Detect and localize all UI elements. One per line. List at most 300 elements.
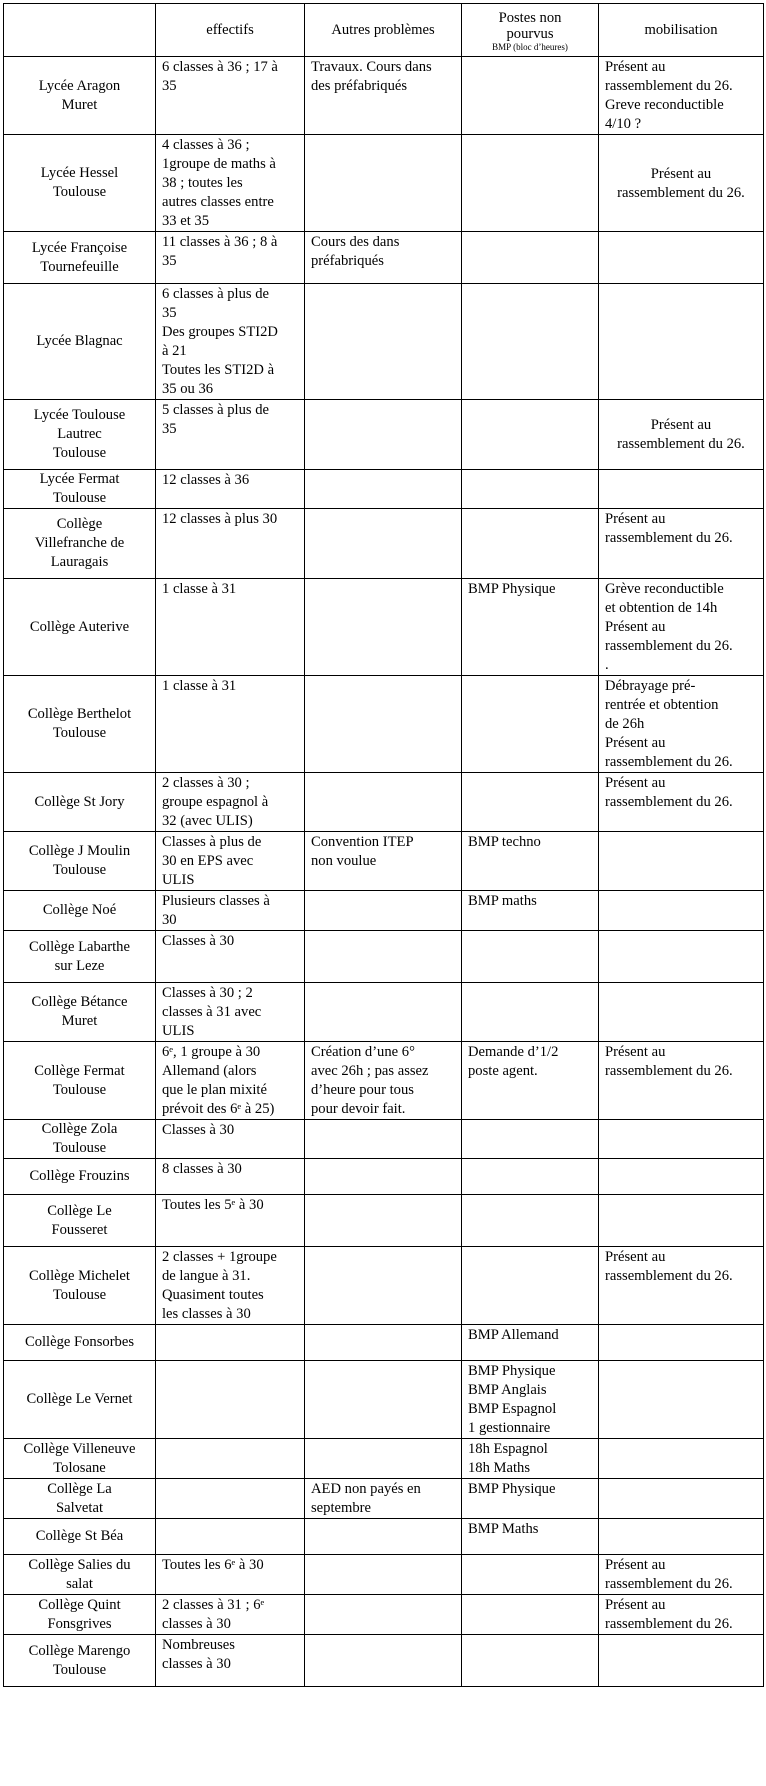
cell-postes xyxy=(462,891,599,931)
cell-postes-line: BMP maths xyxy=(468,893,537,909)
cell-etablissement xyxy=(4,1635,156,1687)
cell-etablissement-line: Toulouse xyxy=(52,1081,107,1098)
table-row xyxy=(4,1195,764,1247)
cell-postes xyxy=(462,1247,599,1325)
cell-postes-line: BMP techno xyxy=(468,834,541,850)
cell-etablissement-line: Toulouse xyxy=(52,725,107,741)
cell-mobilisation-line: de 26h xyxy=(605,716,645,732)
cell-mobilisation xyxy=(599,57,764,135)
cell-etablissement-line: Collège Le Vernet xyxy=(26,1391,133,1407)
cell-etablissement-line: Villefranche de xyxy=(34,535,125,551)
cell-mobilisation xyxy=(599,284,764,400)
cell-mobilisation xyxy=(599,135,764,232)
cell-etablissement xyxy=(4,1439,156,1479)
cell-effectifs-line: 35 xyxy=(162,78,177,94)
cell-effectifs xyxy=(156,983,305,1042)
cell-postes xyxy=(462,1555,599,1595)
cell-effectifs xyxy=(156,509,305,579)
cell-mobilisation-line: rassemblement du 26. xyxy=(605,638,733,654)
cell-effectifs-line: 12 classes à plus 30 xyxy=(162,511,278,527)
cell-etablissement xyxy=(4,1159,156,1195)
cell-postes xyxy=(462,931,599,983)
cell-effectifs xyxy=(156,1120,305,1159)
cell-etablissement-line: Collège Fonsorbes xyxy=(24,1334,135,1350)
table-row xyxy=(4,579,764,676)
cell-mobilisation xyxy=(599,1195,764,1247)
table-row xyxy=(4,676,764,773)
cell-effectifs xyxy=(156,1195,305,1247)
cell-etablissement-line: Collège Le xyxy=(47,1202,112,1219)
cell-etablissement-line: Collège Auterive xyxy=(29,618,130,635)
cell-mobilisation xyxy=(599,400,764,470)
cell-effectifs-line: 38 ; toutes les xyxy=(162,175,243,191)
cell-mobilisation-line: Présent au xyxy=(650,417,712,433)
cell-mobilisation xyxy=(599,1361,764,1439)
cell-mobilisation xyxy=(599,1635,764,1687)
cell-etablissement-line: Lautrec xyxy=(57,426,102,442)
cell-mobilisation-line: rassemblement du 26. xyxy=(605,1616,733,1632)
table-row xyxy=(4,832,764,891)
cell-postes xyxy=(462,773,599,832)
cell-etablissement-line: Collège Quint xyxy=(38,1596,121,1613)
cell-effectifs-line: 35 xyxy=(162,253,177,269)
cell-mobilisation-line: Présent au xyxy=(605,619,666,635)
cell-autres-problemes xyxy=(305,773,462,832)
cell-autres-problemes xyxy=(305,891,462,931)
cell-autres-problemes xyxy=(305,1361,462,1439)
table-row xyxy=(4,400,764,470)
cell-etablissement-line: Fousseret xyxy=(51,1221,108,1238)
cell-effectifs xyxy=(156,57,305,135)
cell-etablissement xyxy=(4,509,156,579)
cell-effectifs-line: 6 classes à plus de xyxy=(162,286,269,302)
cell-etablissement-line: Collège Labarthe xyxy=(29,938,130,955)
cell-mobilisation-line: Grève reconductible xyxy=(605,581,724,597)
cell-postes-line: 18h Espagnol xyxy=(468,1441,548,1457)
cell-mobilisation xyxy=(599,931,764,983)
table-row xyxy=(4,983,764,1042)
cell-autres-problemes-line: préfabriqués xyxy=(311,253,384,269)
header-effectifs: effectifs xyxy=(156,4,305,57)
cell-mobilisation-line: rassemblement du 26. xyxy=(605,1576,733,1592)
cell-etablissement-line: Collège Salies du xyxy=(28,1556,131,1573)
header-postes-non-pourvus xyxy=(462,4,599,57)
cell-autres-problemes xyxy=(305,1555,462,1595)
cell-autres-problemes xyxy=(305,832,462,891)
table-row xyxy=(4,1635,764,1687)
table-row xyxy=(4,1479,764,1519)
cell-etablissement-line: Collège La xyxy=(47,1480,112,1497)
cell-postes-line: poste agent. xyxy=(468,1063,538,1079)
cell-etablissement-line: Lycée Hessel xyxy=(40,165,119,181)
cell-effectifs-line: Plusieurs classes à xyxy=(162,893,270,909)
cell-effectifs xyxy=(156,1325,305,1361)
cell-effectifs-line: 1 classe à 31 xyxy=(162,581,237,597)
cell-effectifs-line: à 21 xyxy=(162,343,187,359)
table-row xyxy=(4,773,764,832)
cell-autres-problemes xyxy=(305,579,462,676)
cell-etablissement-line: Lycée Blagnac xyxy=(36,333,123,349)
cell-etablissement-line: Toulouse xyxy=(52,445,107,461)
cell-mobilisation xyxy=(599,1479,764,1519)
cell-effectifs xyxy=(156,891,305,931)
cell-etablissement-line: Lycée Françoise xyxy=(31,239,128,256)
cell-mobilisation xyxy=(599,1325,764,1361)
table-row xyxy=(4,284,764,400)
cell-autres-problemes-line: Travaux. Cours dans xyxy=(311,59,432,75)
cell-effectifs-line: 2 classes à 30 ; xyxy=(162,775,250,791)
cell-effectifs xyxy=(156,1519,305,1555)
cell-postes xyxy=(462,1479,599,1519)
cell-effectifs-line: les classes à 30 xyxy=(162,1306,251,1322)
cell-autres-problemes-line: pour devoir fait. xyxy=(311,1101,406,1117)
cell-autres-problemes xyxy=(305,1325,462,1361)
cell-etablissement xyxy=(4,232,156,284)
cell-mobilisation-line: rassemblement du 26. xyxy=(605,754,733,770)
table-row xyxy=(4,509,764,579)
cell-effectifs-line: que le plan mixité xyxy=(162,1082,267,1098)
cell-effectifs xyxy=(156,284,305,400)
cell-postes xyxy=(462,1361,599,1439)
header-mobilisation: mobilisation xyxy=(599,4,764,57)
cell-mobilisation xyxy=(599,1120,764,1159)
cell-effectifs xyxy=(156,1042,305,1120)
cell-etablissement-line: Toulouse xyxy=(52,1661,107,1678)
cell-postes xyxy=(462,57,599,135)
cell-postes-line: 18h Maths xyxy=(468,1460,531,1476)
cell-etablissement xyxy=(4,135,156,232)
table-row xyxy=(4,57,764,135)
cell-mobilisation xyxy=(599,1159,764,1195)
cell-effectifs-line: groupe espagnol à xyxy=(162,794,269,810)
cell-mobilisation xyxy=(599,832,764,891)
cell-effectifs xyxy=(156,773,305,832)
cell-mobilisation xyxy=(599,676,764,773)
cell-etablissement-line: Collège Frouzins xyxy=(29,1168,130,1184)
cell-autres-problemes xyxy=(305,57,462,135)
cell-effectifs-line: Des groupes STI2D xyxy=(162,324,278,340)
cell-effectifs-line: 35 xyxy=(162,305,177,321)
cell-etablissement xyxy=(4,931,156,983)
cell-effectifs-line: 33 et 35 xyxy=(162,213,210,229)
cell-etablissement xyxy=(4,1361,156,1439)
cell-effectifs xyxy=(156,1595,305,1635)
cell-postes xyxy=(462,232,599,284)
cell-mobilisation-line: . xyxy=(605,657,609,673)
cell-etablissement xyxy=(4,57,156,135)
cell-etablissement-line: Collège Michelet xyxy=(29,1267,130,1284)
cell-mobilisation xyxy=(599,579,764,676)
cell-effectifs xyxy=(156,1439,305,1479)
cell-etablissement-line: Salvetat xyxy=(55,1499,103,1516)
cell-mobilisation-line: rassemblement du 26. xyxy=(617,184,745,201)
cell-autres-problemes-line: d’heure pour tous xyxy=(311,1082,414,1098)
cell-effectifs-line: classes à 31 avec xyxy=(162,1004,262,1020)
cell-autres-problemes-line: avec 26h ; pas assez xyxy=(311,1063,429,1079)
cell-postes xyxy=(462,1195,599,1247)
cell-etablissement-line: Collège St Jory xyxy=(34,793,125,810)
cell-postes xyxy=(462,1595,599,1635)
cell-effectifs xyxy=(156,676,305,773)
cell-mobilisation xyxy=(599,891,764,931)
cell-mobilisation xyxy=(599,232,764,284)
cell-mobilisation xyxy=(599,983,764,1042)
cell-effectifs xyxy=(156,1159,305,1195)
cell-postes-line: BMP Allemand xyxy=(468,1327,559,1343)
cell-postes xyxy=(462,284,599,400)
cell-etablissement-line: Toulouse xyxy=(52,1140,107,1156)
cell-effectifs-line: 35 ou 36 xyxy=(162,381,214,397)
cell-effectifs xyxy=(156,1635,305,1687)
cell-mobilisation-line: Débrayage pré- xyxy=(605,678,696,694)
cell-autres-problemes-line: AED non payés en xyxy=(311,1481,421,1497)
table-row xyxy=(4,1595,764,1635)
cell-etablissement-line: Collège Bétance xyxy=(31,994,128,1010)
cell-mobilisation xyxy=(599,1042,764,1120)
cell-etablissement xyxy=(4,1479,156,1519)
cell-effectifs-line: 2 classes à 31 ; 6ᵉ xyxy=(162,1597,265,1613)
cell-etablissement xyxy=(4,284,156,400)
cell-effectifs-line: 2 classes + 1groupe xyxy=(162,1249,277,1265)
cell-effectifs-line: Quasiment toutes xyxy=(162,1287,264,1303)
cell-autres-problemes xyxy=(305,135,462,232)
cell-mobilisation xyxy=(599,470,764,509)
cell-etablissement-line: Collège Fermat xyxy=(34,1062,125,1079)
cell-mobilisation-line: Présent au xyxy=(605,1597,666,1613)
mobilisation-table xyxy=(3,3,764,1687)
cell-autres-problemes xyxy=(305,1042,462,1120)
cell-postes-line: BMP Physique xyxy=(468,1363,556,1379)
cell-etablissement xyxy=(4,1595,156,1635)
table-row xyxy=(4,1042,764,1120)
cell-etablissement xyxy=(4,1247,156,1325)
cell-autres-problemes-line: Création d’une 6° xyxy=(311,1044,415,1060)
cell-effectifs-line: 6ᵉ, 1 groupe à 30 xyxy=(162,1044,261,1060)
cell-effectifs-line: Toutes les 5ᵉ à 30 xyxy=(162,1197,264,1213)
cell-autres-problemes xyxy=(305,1120,462,1159)
cell-effectifs-line: 35 xyxy=(162,421,177,437)
cell-mobilisation xyxy=(599,1439,764,1479)
cell-effectifs-line: 5 classes à plus de xyxy=(162,402,269,418)
cell-effectifs xyxy=(156,579,305,676)
cell-autres-problemes xyxy=(305,676,462,773)
cell-mobilisation-line: Présent au xyxy=(605,511,666,527)
cell-effectifs-line: Classes à 30 xyxy=(162,933,235,949)
cell-mobilisation-line: Présent au xyxy=(650,165,712,182)
cell-mobilisation xyxy=(599,773,764,832)
cell-autres-problemes xyxy=(305,1635,462,1687)
table-row xyxy=(4,1247,764,1325)
cell-effectifs-line: Classes à 30 ; 2 xyxy=(162,985,253,1001)
table-row xyxy=(4,1120,764,1159)
cell-etablissement xyxy=(4,676,156,773)
cell-postes-line: BMP Anglais xyxy=(468,1382,547,1398)
cell-effectifs-line: Classes à 30 xyxy=(162,1122,235,1138)
cell-postes xyxy=(462,1439,599,1479)
cell-postes-line: BMP Physique xyxy=(468,1481,556,1497)
cell-effectifs xyxy=(156,1555,305,1595)
cell-effectifs-line: 4 classes à 36 ; xyxy=(162,137,250,153)
cell-etablissement-line: Lycée Fermat xyxy=(39,471,120,487)
cell-etablissement xyxy=(4,832,156,891)
cell-etablissement-line: Toulouse xyxy=(52,184,107,200)
cell-autres-problemes xyxy=(305,1195,462,1247)
table-row xyxy=(4,135,764,232)
cell-etablissement-line: Toulouse xyxy=(52,490,107,506)
cell-effectifs-line: 32 (avec ULIS) xyxy=(162,813,253,829)
cell-autres-problemes xyxy=(305,1519,462,1555)
header-postes-sub: BMP (bloc d’heures) xyxy=(492,41,568,52)
cell-etablissement-line: Lycée Aragon xyxy=(38,77,121,94)
header-etablissement xyxy=(4,4,156,57)
cell-etablissement-line: Muret xyxy=(61,96,98,113)
table-row xyxy=(4,1361,764,1439)
cell-effectifs-line: 30 xyxy=(162,912,177,928)
cell-etablissement xyxy=(4,983,156,1042)
cell-postes xyxy=(462,509,599,579)
cell-mobilisation-line: Présent au xyxy=(605,1249,666,1265)
cell-mobilisation xyxy=(599,1247,764,1325)
cell-autres-problemes xyxy=(305,983,462,1042)
cell-postes xyxy=(462,1159,599,1195)
cell-mobilisation-line: et obtention de 14h xyxy=(605,600,718,616)
cell-mobilisation-line: rassemblement du 26. xyxy=(605,78,733,94)
cell-mobilisation-line: Présent au xyxy=(605,735,666,751)
cell-autres-problemes-line: non voulue xyxy=(311,853,377,869)
cell-postes xyxy=(462,470,599,509)
cell-etablissement xyxy=(4,470,156,509)
cell-effectifs xyxy=(156,832,305,891)
cell-etablissement-line: Collège Noé xyxy=(42,902,117,918)
cell-etablissement xyxy=(4,579,156,676)
cell-etablissement xyxy=(4,891,156,931)
cell-effectifs-line: 11 classes à 36 ; 8 à xyxy=(162,234,278,250)
cell-effectifs-line: de langue à 31. xyxy=(162,1268,251,1284)
cell-mobilisation-line: Greve reconductible xyxy=(605,97,724,113)
table-row xyxy=(4,470,764,509)
cell-etablissement-line: Muret xyxy=(61,1013,98,1029)
cell-etablissement-line: Tournefeuille xyxy=(40,258,119,275)
cell-autres-problemes-line: Convention ITEP xyxy=(311,834,414,850)
cell-etablissement-line: Collège Zola xyxy=(41,1121,118,1137)
cell-mobilisation-line: rassemblement du 26. xyxy=(605,1063,733,1079)
cell-postes-line: BMP Physique xyxy=(468,581,556,597)
cell-postes xyxy=(462,135,599,232)
cell-mobilisation xyxy=(599,1519,764,1555)
cell-effectifs xyxy=(156,1247,305,1325)
cell-etablissement-line: Lycée Toulouse xyxy=(33,407,126,423)
cell-etablissement xyxy=(4,1555,156,1595)
cell-postes-line: Demande d’1/2 xyxy=(468,1044,559,1060)
cell-etablissement-line: Tolosane xyxy=(53,1459,106,1476)
cell-effectifs-line: classes à 30 xyxy=(162,1616,231,1632)
cell-autres-problemes-line: Cours des dans xyxy=(311,234,400,250)
cell-autres-problemes-line: septembre xyxy=(311,1500,371,1516)
cell-mobilisation-line: rassemblement du 26. xyxy=(605,794,733,810)
cell-autres-problemes-line: des préfabriqués xyxy=(311,78,408,94)
cell-mobilisation-line: rassemblement du 26. xyxy=(605,530,733,546)
cell-autres-problemes xyxy=(305,1159,462,1195)
cell-etablissement-line: Toulouse xyxy=(52,1286,107,1303)
cell-effectifs-line: Toutes les 6ᵉ à 30 xyxy=(162,1557,264,1573)
cell-effectifs xyxy=(156,135,305,232)
cell-mobilisation-line: rassemblement du 26. xyxy=(605,1268,733,1284)
header-row xyxy=(4,4,764,57)
cell-etablissement-line: Collège Villeneuve xyxy=(23,1440,136,1457)
table-row xyxy=(4,1325,764,1361)
cell-effectifs-line: 12 classes à 36 xyxy=(162,472,250,488)
cell-etablissement xyxy=(4,400,156,470)
cell-postes xyxy=(462,1519,599,1555)
cell-postes xyxy=(462,983,599,1042)
cell-etablissement-line: sur Leze xyxy=(54,957,105,974)
cell-mobilisation-line: Présent au xyxy=(605,1044,666,1060)
header-postes-line: pourvus xyxy=(506,25,554,42)
cell-postes xyxy=(462,676,599,773)
cell-mobilisation-line: rentrée et obtention xyxy=(605,697,719,713)
cell-postes xyxy=(462,1120,599,1159)
cell-autres-problemes xyxy=(305,232,462,284)
cell-effectifs xyxy=(156,232,305,284)
cell-effectifs-line: 8 classes à 30 xyxy=(162,1161,242,1177)
cell-effectifs xyxy=(156,931,305,983)
cell-mobilisation-line: rassemblement du 26. xyxy=(617,436,745,452)
cell-autres-problemes xyxy=(305,1595,462,1635)
cell-postes xyxy=(462,1635,599,1687)
table-row xyxy=(4,1555,764,1595)
cell-etablissement-line: Lauragais xyxy=(50,554,109,570)
cell-etablissement xyxy=(4,1519,156,1555)
cell-effectifs xyxy=(156,1479,305,1519)
cell-effectifs-line: 1 classe à 31 xyxy=(162,678,237,694)
cell-effectifs-line: prévoit des 6ᵉ à 25) xyxy=(162,1101,275,1117)
cell-etablissement-line: Toulouse xyxy=(52,862,107,878)
cell-etablissement-line: Collège xyxy=(56,516,103,532)
cell-etablissement-line: Collège St Béa xyxy=(35,1528,124,1544)
cell-postes-line: BMP Maths xyxy=(468,1521,539,1537)
table-body xyxy=(4,57,764,1687)
cell-effectifs xyxy=(156,400,305,470)
cell-postes xyxy=(462,1042,599,1120)
cell-effectifs xyxy=(156,1361,305,1439)
cell-postes xyxy=(462,1325,599,1361)
cell-autres-problemes xyxy=(305,400,462,470)
table-row xyxy=(4,931,764,983)
cell-mobilisation-line: 4/10 ? xyxy=(605,116,642,132)
cell-effectifs-line: 1groupe de maths à xyxy=(162,156,276,172)
cell-etablissement xyxy=(4,1195,156,1247)
table-row xyxy=(4,1519,764,1555)
cell-mobilisation-line: Présent au xyxy=(605,775,666,791)
cell-postes xyxy=(462,579,599,676)
cell-autres-problemes xyxy=(305,470,462,509)
cell-mobilisation-line: Présent au xyxy=(605,1557,666,1573)
cell-etablissement xyxy=(4,1120,156,1159)
cell-effectifs-line: ULIS xyxy=(162,1023,195,1039)
cell-etablissement xyxy=(4,773,156,832)
cell-etablissement-line: Fonsgrives xyxy=(47,1615,112,1632)
cell-postes-line: 1 gestionnaire xyxy=(468,1420,551,1436)
cell-etablissement xyxy=(4,1325,156,1361)
cell-mobilisation xyxy=(599,509,764,579)
cell-effectifs-line: 6 classes à 36 ; 17 à xyxy=(162,59,278,75)
cell-etablissement-line: salat xyxy=(66,1575,93,1592)
cell-autres-problemes xyxy=(305,931,462,983)
cell-effectifs xyxy=(156,470,305,509)
table-row xyxy=(4,1159,764,1195)
cell-effectifs-line: autres classes entre xyxy=(162,194,274,210)
cell-etablissement-line: Collège Berthelot xyxy=(27,706,132,722)
